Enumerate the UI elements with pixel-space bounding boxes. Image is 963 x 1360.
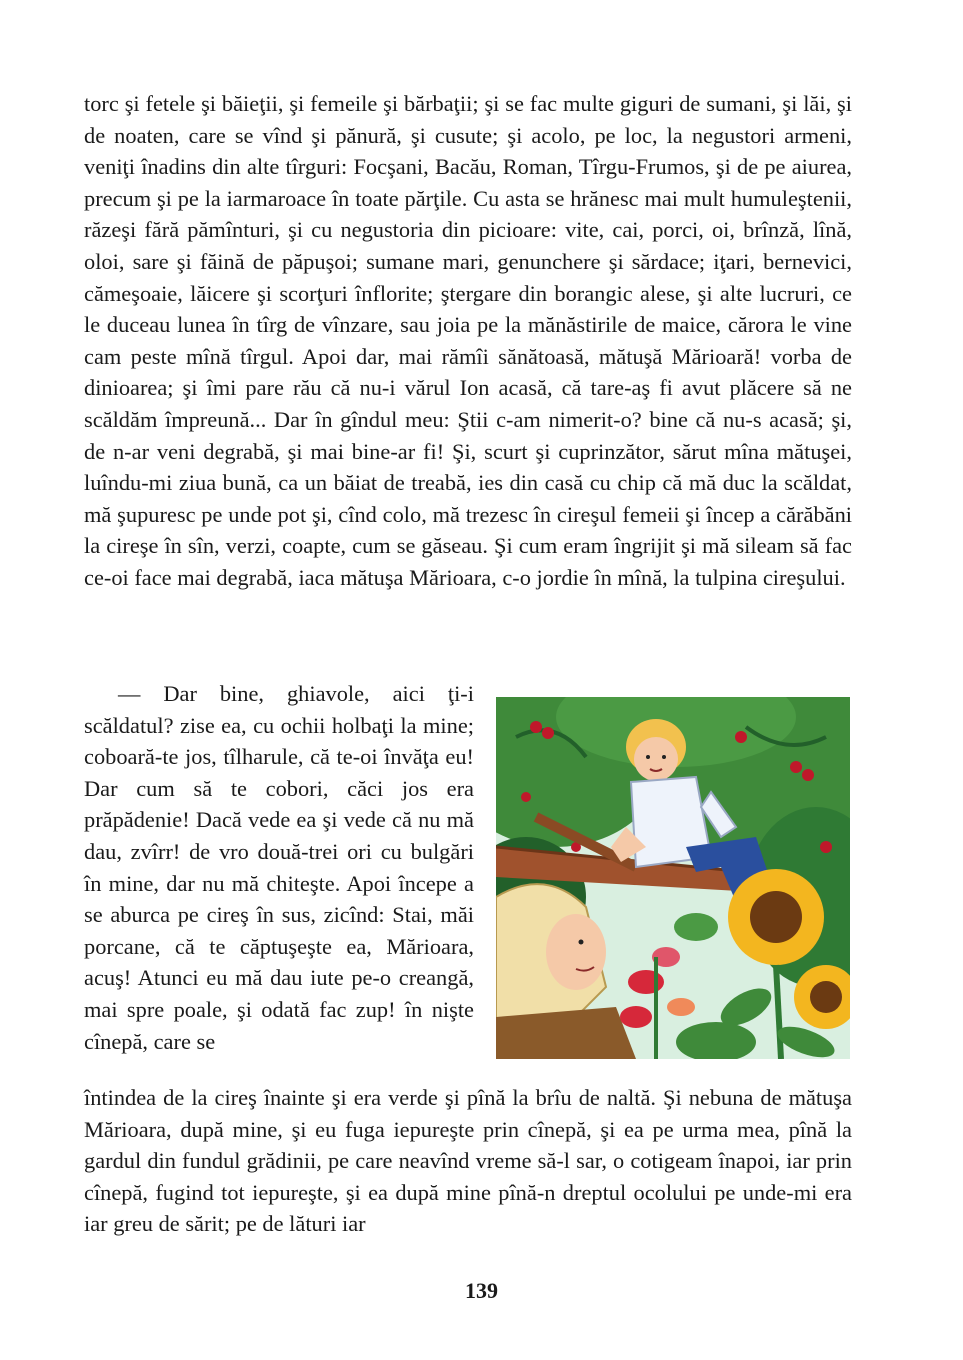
boy-face xyxy=(634,737,678,781)
cherry xyxy=(802,769,814,781)
paragraph-dialogue: — Dar bine, ghiavole, aici ţi-i scăldatul? zise ea, cu ochii holbaţi la mine; coboară-te jos, tîlharule, că te-oi învăţa eu! Dar cum să te cobori, căci jos era prăpădenie! Dacă vede ea şi vede că nu mă dau, zvîrr! de vro două-trei ori cu bulgări în mine, dar nu mă chiteşte. Apoi începe a se aburca pe cireş în sus, zicînd: Stai, măi porcane, că te căptuşeşte ea, Mărioara, acuş! Atunci eu mă dau iute pe-o creangă, mai spre poale, şi odată fac zup! în nişte cînepă, care se xyxy=(84,681,474,1054)
cherry xyxy=(530,721,542,733)
cherry-tree-illustration-svg xyxy=(496,697,850,1059)
paragraph-top: torc şi fetele şi băieţii, şi femeile şi bărbaţii; şi se fac multe giguri de sumani, şi lăi, şi de noaten, care se vînd şi pănură, şi cusute; şi acolo, pe loc, la negustori armeni, veniţi înadins din alte tîrguri: Focşani, Bacău, Roman, Tîrgu-Frumos, şi de pe aiurea, precum şi pe la iarmaroace în toate părţile. Cu asta se hrănesc mai mult humuleştenii, răzeşi fără pămînturi, şi cu negustoria din picioare: vite, cai, porci, oi, brînză, lînă, oloi, sare şi făină de păpuşoi; sumane mari, genunchere şi sărdace; iţari, bernevici, cămeşoaie, lăicere şi scorţuri înflorite; ştergare din borangic alese, şi alte lucruri, ce le duceau lunea în tîrg de vînzare, sau joia pe la mănăstirile de maice, cărora le vine cam peste mînă tîrgul. Apoi dar, mai rămîi sănătoasă, mătuşă Mărioară! vorba de dinioarea; şi îmi pare rău că nu-i vărul Ion acasă, că tare-aş fi avut plăcere să ne scăldăm împreună... Dar în gîndul meu: Ştii c-am nimerit-o? bine că nu-s acasă; şi, de n-ar veni degrabă, şi mai bine-ar fi! Şi, scurt şi cuprinzător, sărut mîna mătuşei, luîndu-mi ziua bună, ca un băiat de treabă, ies din casă cu chip că mă duc la scăldat, mă şupuresc pe unde pot şi, cînd colo, mă trezesc în cireşul femeii şi încep a cărăbăni la cireşe în sîn, verzi, coapte, cum se găseau. Şi cum eram îngrijit şi mă sileam să fac ce-oi face mai degrabă, iaca mătuşa Mărioara, c-o jordie în mînă, la tulpina cireşului. xyxy=(84,91,852,590)
cherry xyxy=(735,731,747,743)
woman-face xyxy=(546,914,606,990)
sunflower-large xyxy=(728,869,824,965)
cherry xyxy=(542,727,554,739)
cherry xyxy=(790,761,802,773)
page-number: 139 xyxy=(465,1278,498,1303)
cherry xyxy=(521,792,531,802)
paragraph-bottom: întindea de la cireş înainte şi era verde şi pînă la brîu de naltă. Şi nebuna de mătuşa Mărioara, după mine, şi eu fuga iepureşte prin cînepă, şi ea pe urma mea, pînă la gardul din fundul grădinii, pe care neavînd vreme să-l sar, o cotigeam înapoi, iar prin cînepă, fugind tot iepureşte, şi ea după mine pînă-n dreptul ocolului pe unde-mi era iar greu de sărit; pe de lături iar xyxy=(84,1085,852,1237)
story-illustration xyxy=(496,697,850,1059)
cherry xyxy=(820,841,832,853)
